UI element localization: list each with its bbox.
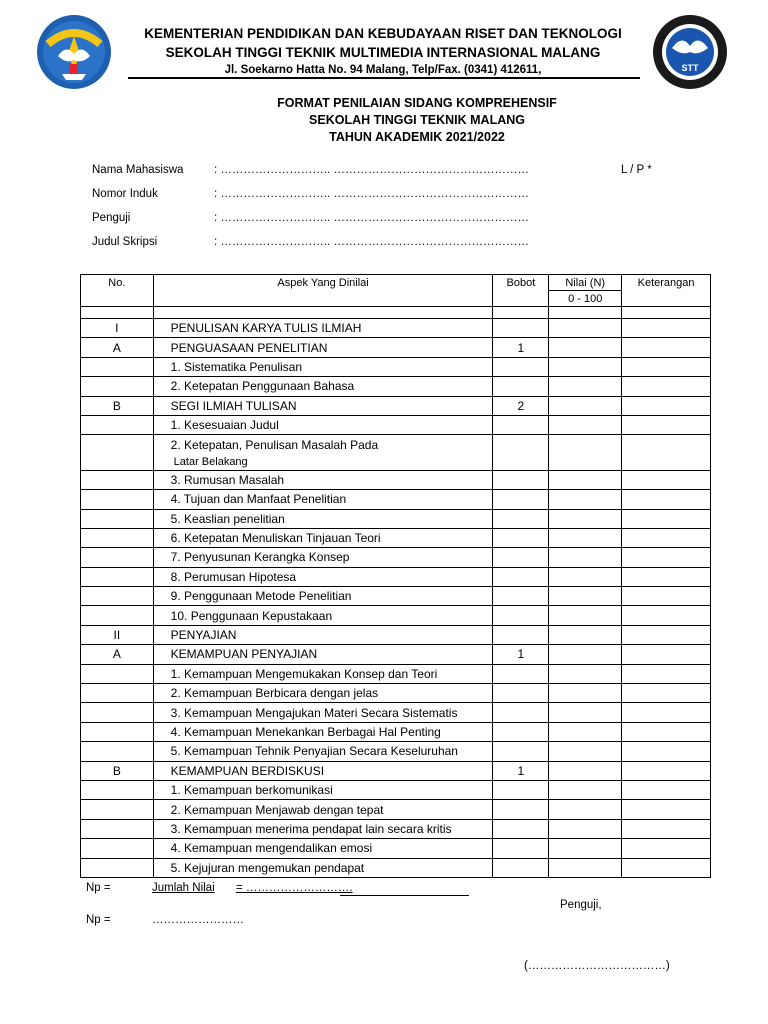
cell-aspek: 3. Kemampuan menerima pendapat lain secara kritis: [153, 819, 493, 838]
cell-keterangan[interactable]: [622, 396, 711, 415]
cell-aspek: 5. Kemampuan Tehnik Penyajian Secara Keseluruhan: [153, 742, 493, 761]
cell-no: [81, 528, 154, 547]
cell-no: [81, 664, 154, 683]
cell-no: [81, 800, 154, 819]
cell-bobot: [493, 319, 549, 338]
cell-nilai[interactable]: [549, 567, 622, 586]
cell-aspek: 4. Tujuan dan Manfaat Penelitian: [153, 490, 493, 509]
table-row: [81, 396, 711, 415]
cell-nilai[interactable]: [549, 338, 622, 357]
header-nilai: Nilai (N): [549, 275, 622, 291]
cell-bobot: 1: [493, 338, 549, 357]
cell-aspek-cont: Latar Belakang: [153, 454, 493, 470]
cell-no: I: [81, 319, 154, 338]
cell-no: [81, 377, 154, 396]
title-line-2: SEKOLAH TINGGI TEKNIK MALANG: [309, 113, 525, 127]
cell-no: II: [81, 625, 154, 644]
cell-aspek: 4. Kemampuan Menekankan Berbagai Hal Penting: [153, 722, 493, 741]
cell-nilai[interactable]: [549, 548, 622, 567]
cell-nilai[interactable]: [549, 819, 622, 838]
field-value: : ……………………….. ……………………………………………: [214, 164, 529, 176]
cell-aspek: 5. Keaslian penelitian: [153, 509, 493, 528]
cell-nilai[interactable]: [549, 761, 622, 780]
cell-keterangan[interactable]: [622, 684, 711, 703]
cell-bobot: [493, 722, 549, 741]
cell-bobot: 1: [493, 645, 549, 664]
field-label: Penguji: [92, 212, 131, 224]
cell-keterangan[interactable]: [622, 338, 711, 357]
cell-no: [81, 684, 154, 703]
cell-nilai[interactable]: [549, 858, 622, 877]
cell-aspek: 1. Kesesuaian Judul: [153, 415, 493, 434]
cell-nilai[interactable]: [549, 319, 622, 338]
cell-keterangan[interactable]: [622, 625, 711, 644]
cell-nilai[interactable]: [549, 357, 622, 376]
table-row: [81, 587, 711, 606]
field-value: : ……………………….. ……………………………………………: [214, 188, 529, 200]
np-result-dots: ……………………: [152, 914, 244, 926]
table-row: [81, 528, 711, 547]
cell-keterangan[interactable]: [622, 780, 711, 799]
cell-aspek: 3. Rumusan Masalah: [153, 470, 493, 489]
cell-keterangan[interactable]: [622, 742, 711, 761]
logo-center-text: STT: [681, 63, 699, 73]
cell-keterangan[interactable]: [622, 722, 711, 741]
cell-no: [81, 587, 154, 606]
gender-choice: L / P *: [621, 164, 652, 176]
cell-bobot: [493, 415, 549, 434]
cell-keterangan[interactable]: [622, 357, 711, 376]
cell-keterangan[interactable]: [622, 858, 711, 877]
cell-aspek: PENULISAN KARYA TULIS ILMIAH: [153, 319, 493, 338]
cell-bobot: [493, 780, 549, 799]
table-header-row: [81, 275, 711, 291]
cell-keterangan[interactable]: [622, 664, 711, 683]
header-aspek: Aspek Yang Dinilai: [153, 275, 493, 307]
cell-bobot: [493, 548, 549, 567]
cell-no: [81, 606, 154, 625]
jumlah-nilai-label: Jumlah Nilai: [152, 882, 215, 894]
cell-keterangan[interactable]: [622, 548, 711, 567]
cell-bobot: [493, 470, 549, 489]
cell-aspek: 2. Kemampuan Berbicara dengan jelas: [153, 684, 493, 703]
cell-keterangan[interactable]: [622, 319, 711, 338]
table-row: [81, 684, 711, 703]
cell-no: [81, 703, 154, 722]
fraction-line: [340, 895, 469, 896]
cell-no: [81, 780, 154, 799]
table-row: [81, 415, 711, 434]
table-row: [81, 819, 711, 838]
cell-aspek: 9. Penggunaan Metode Penelitian: [153, 587, 493, 606]
cell-no: [81, 357, 154, 376]
cell-aspek: 2. Ketepatan, Penulisan Masalah Pada: [153, 435, 493, 454]
signature-line: (………………………………): [524, 960, 670, 972]
cell-keterangan[interactable]: [622, 800, 711, 819]
cell-nilai[interactable]: [549, 606, 622, 625]
field-label: Nomor Induk: [92, 188, 158, 200]
cell-bobot: [493, 606, 549, 625]
cell-nilai[interactable]: [549, 800, 622, 819]
cell-aspek: 5. Kejujuran mengemukan pendapat: [153, 858, 493, 877]
ministry-name: KEMENTERIAN PENDIDIKAN DAN KEBUDAYAAN RISET DAN TEKNOLOGI: [144, 26, 622, 41]
cell-no: A: [81, 338, 154, 357]
cell-nilai[interactable]: [549, 415, 622, 434]
table-row: [81, 780, 711, 799]
cell-nilai[interactable]: [549, 645, 622, 664]
cell-aspek: 4. Kemampuan mengendalikan emosi: [153, 839, 493, 858]
cell-bobot: [493, 800, 549, 819]
table-row: [81, 858, 711, 877]
table-row: [81, 567, 711, 586]
table-row: [81, 703, 711, 722]
cell-no: B: [81, 761, 154, 780]
cell-bobot: 1: [493, 761, 549, 780]
table-row: [81, 645, 711, 664]
cell-aspek: 1. Kemampuan Mengemukakan Konsep dan Teori: [153, 664, 493, 683]
header-keterangan: Keterangan: [622, 275, 711, 307]
table-row: [81, 470, 711, 489]
assessment-table: [80, 274, 711, 878]
field-label: Judul Skripsi: [92, 236, 158, 248]
table-row: [81, 509, 711, 528]
cell-keterangan[interactable]: [622, 470, 711, 489]
cell-bobot: [493, 528, 549, 547]
cell-keterangan[interactable]: [622, 819, 711, 838]
cell-nilai[interactable]: [549, 587, 622, 606]
cell-nilai[interactable]: [549, 509, 622, 528]
cell-keterangan[interactable]: [622, 567, 711, 586]
table-row: [81, 664, 711, 683]
cell-bobot: [493, 703, 549, 722]
table-row: [81, 742, 711, 761]
cell-nilai[interactable]: [549, 703, 622, 722]
table-row: [81, 625, 711, 644]
institution-address: Jl. Soekarno Hatta No. 94 Malang, Telp/Fax. (0341) 412611,: [224, 64, 542, 76]
table-row: [81, 800, 711, 819]
cell-no: [81, 548, 154, 567]
cell-bobot: [493, 684, 549, 703]
cell-aspek: PENGUASAAN PENELITIAN: [153, 338, 493, 357]
cell-nilai[interactable]: [549, 625, 622, 644]
cell-aspek: 1. Sistematika Penulisan: [153, 357, 493, 376]
table-row: [81, 761, 711, 780]
cell-nilai[interactable]: [549, 490, 622, 509]
stt-multimedia-logo: [652, 14, 728, 90]
table-row: [81, 722, 711, 741]
cell-no: [81, 435, 154, 454]
cell-keterangan[interactable]: [622, 645, 711, 664]
cell-bobot: [493, 819, 549, 838]
cell-aspek: KEMAMPUAN PENYAJIAN: [153, 645, 493, 664]
letterhead: [120, 24, 646, 78]
institution-name: SEKOLAH TINGGI TEKNIK MULTIMEDIA INTERNASIONAL MALANG: [165, 45, 601, 60]
cell-nilai[interactable]: [549, 684, 622, 703]
cell-keterangan[interactable]: [622, 377, 711, 396]
cell-aspek: 8. Perumusan Hipotesa: [153, 567, 493, 586]
cell-bobot: [493, 587, 549, 606]
table-row-continuation: [81, 454, 711, 470]
cell-bobot: [493, 742, 549, 761]
cell-nilai[interactable]: [549, 528, 622, 547]
cell-keterangan[interactable]: [622, 839, 711, 858]
cell-nilai[interactable]: [549, 780, 622, 799]
cell-no: [81, 839, 154, 858]
cell-keterangan[interactable]: [622, 490, 711, 509]
cell-no: B: [81, 396, 154, 415]
cell-bobot: [493, 664, 549, 683]
tut-wuri-handayani-logo: [36, 14, 112, 90]
cell-aspek: 3. Kemampuan Mengajukan Materi Secara Sistematis: [153, 703, 493, 722]
header-bobot: Bobot: [493, 275, 549, 307]
cell-bobot: [493, 858, 549, 877]
cell-aspek: KEMAMPUAN BERDISKUSI: [153, 761, 493, 780]
cell-bobot: [493, 567, 549, 586]
cell-keterangan[interactable]: [622, 606, 711, 625]
table-row: [81, 338, 711, 357]
cell-keterangan[interactable]: [622, 587, 711, 606]
document-title: [150, 95, 684, 146]
title-line-3: TAHUN AKADEMIK 2021/2022: [329, 130, 505, 144]
cell-keterangan[interactable]: [622, 435, 711, 454]
cell-no: [81, 819, 154, 838]
cell-bobot: 2: [493, 396, 549, 415]
cell-no: [81, 858, 154, 877]
cell-nilai[interactable]: [549, 839, 622, 858]
cell-bobot: [493, 377, 549, 396]
title-line-1: FORMAT PENILAIAN SIDANG KOMPREHENSIF: [277, 96, 557, 110]
np-formula-dots: = ……………………….: [236, 882, 353, 894]
cell-aspek: 6. Ketepatan Menuliskan Tinjauan Teori: [153, 528, 493, 547]
cell-nilai[interactable]: [549, 377, 622, 396]
table-row: [81, 548, 711, 567]
np-label-2: Np =: [86, 914, 111, 926]
field-value: : ……………………….. ……………………………………………: [214, 236, 529, 248]
field-label: Nama Mahasiswa: [92, 164, 184, 176]
cell-aspek: 10. Penggunaan Kepustakaan: [153, 606, 493, 625]
cell-keterangan[interactable]: [622, 528, 711, 547]
table-row: [81, 319, 711, 338]
cell-no: [81, 567, 154, 586]
cell-bobot: [493, 625, 549, 644]
cell-bobot: [493, 357, 549, 376]
cell-bobot: [493, 509, 549, 528]
cell-keterangan[interactable]: [622, 703, 711, 722]
cell-bobot: [493, 839, 549, 858]
table-row: [81, 435, 711, 454]
cell-nilai[interactable]: [549, 435, 622, 454]
cell-nilai[interactable]: [549, 664, 622, 683]
np-label: Np =: [86, 882, 111, 894]
table-row: [81, 377, 711, 396]
cell-aspek: SEGI ILMIAH TULISAN: [153, 396, 493, 415]
cell-no: [81, 742, 154, 761]
cell-no: [81, 722, 154, 741]
cell-no: [81, 509, 154, 528]
cell-no: [81, 490, 154, 509]
cell-no: A: [81, 645, 154, 664]
header-nilai-range: 0 - 100: [549, 291, 622, 307]
cell-aspek: PENYAJIAN: [153, 625, 493, 644]
cell-aspek: 2. Kemampuan Menjawab dengan tepat: [153, 800, 493, 819]
letterhead-divider: [128, 77, 640, 79]
table-row: [81, 490, 711, 509]
cell-aspek: 7. Penyusunan Kerangka Konsep: [153, 548, 493, 567]
cell-keterangan[interactable]: [622, 509, 711, 528]
cell-bobot: [493, 490, 549, 509]
cell-no: [81, 470, 154, 489]
cell-aspek: 1. Kemampuan berkomunikasi: [153, 780, 493, 799]
table-row: [81, 839, 711, 858]
cell-nilai[interactable]: [549, 470, 622, 489]
field-value: : ……………………….. ……………………………………………: [214, 212, 529, 224]
table-spacer: [81, 307, 711, 319]
cell-keterangan[interactable]: [622, 761, 711, 780]
table-row: [81, 357, 711, 376]
cell-nilai[interactable]: [549, 722, 622, 741]
cell-nilai[interactable]: [549, 396, 622, 415]
penguji-label: Penguji,: [560, 899, 602, 911]
cell-no: [81, 415, 154, 434]
cell-keterangan[interactable]: [622, 415, 711, 434]
header-no: No.: [81, 275, 154, 307]
cell-aspek: 2. Ketepatan Penggunaan Bahasa: [153, 377, 493, 396]
table-row: [81, 606, 711, 625]
cell-nilai[interactable]: [549, 742, 622, 761]
cell-bobot: [493, 435, 549, 454]
